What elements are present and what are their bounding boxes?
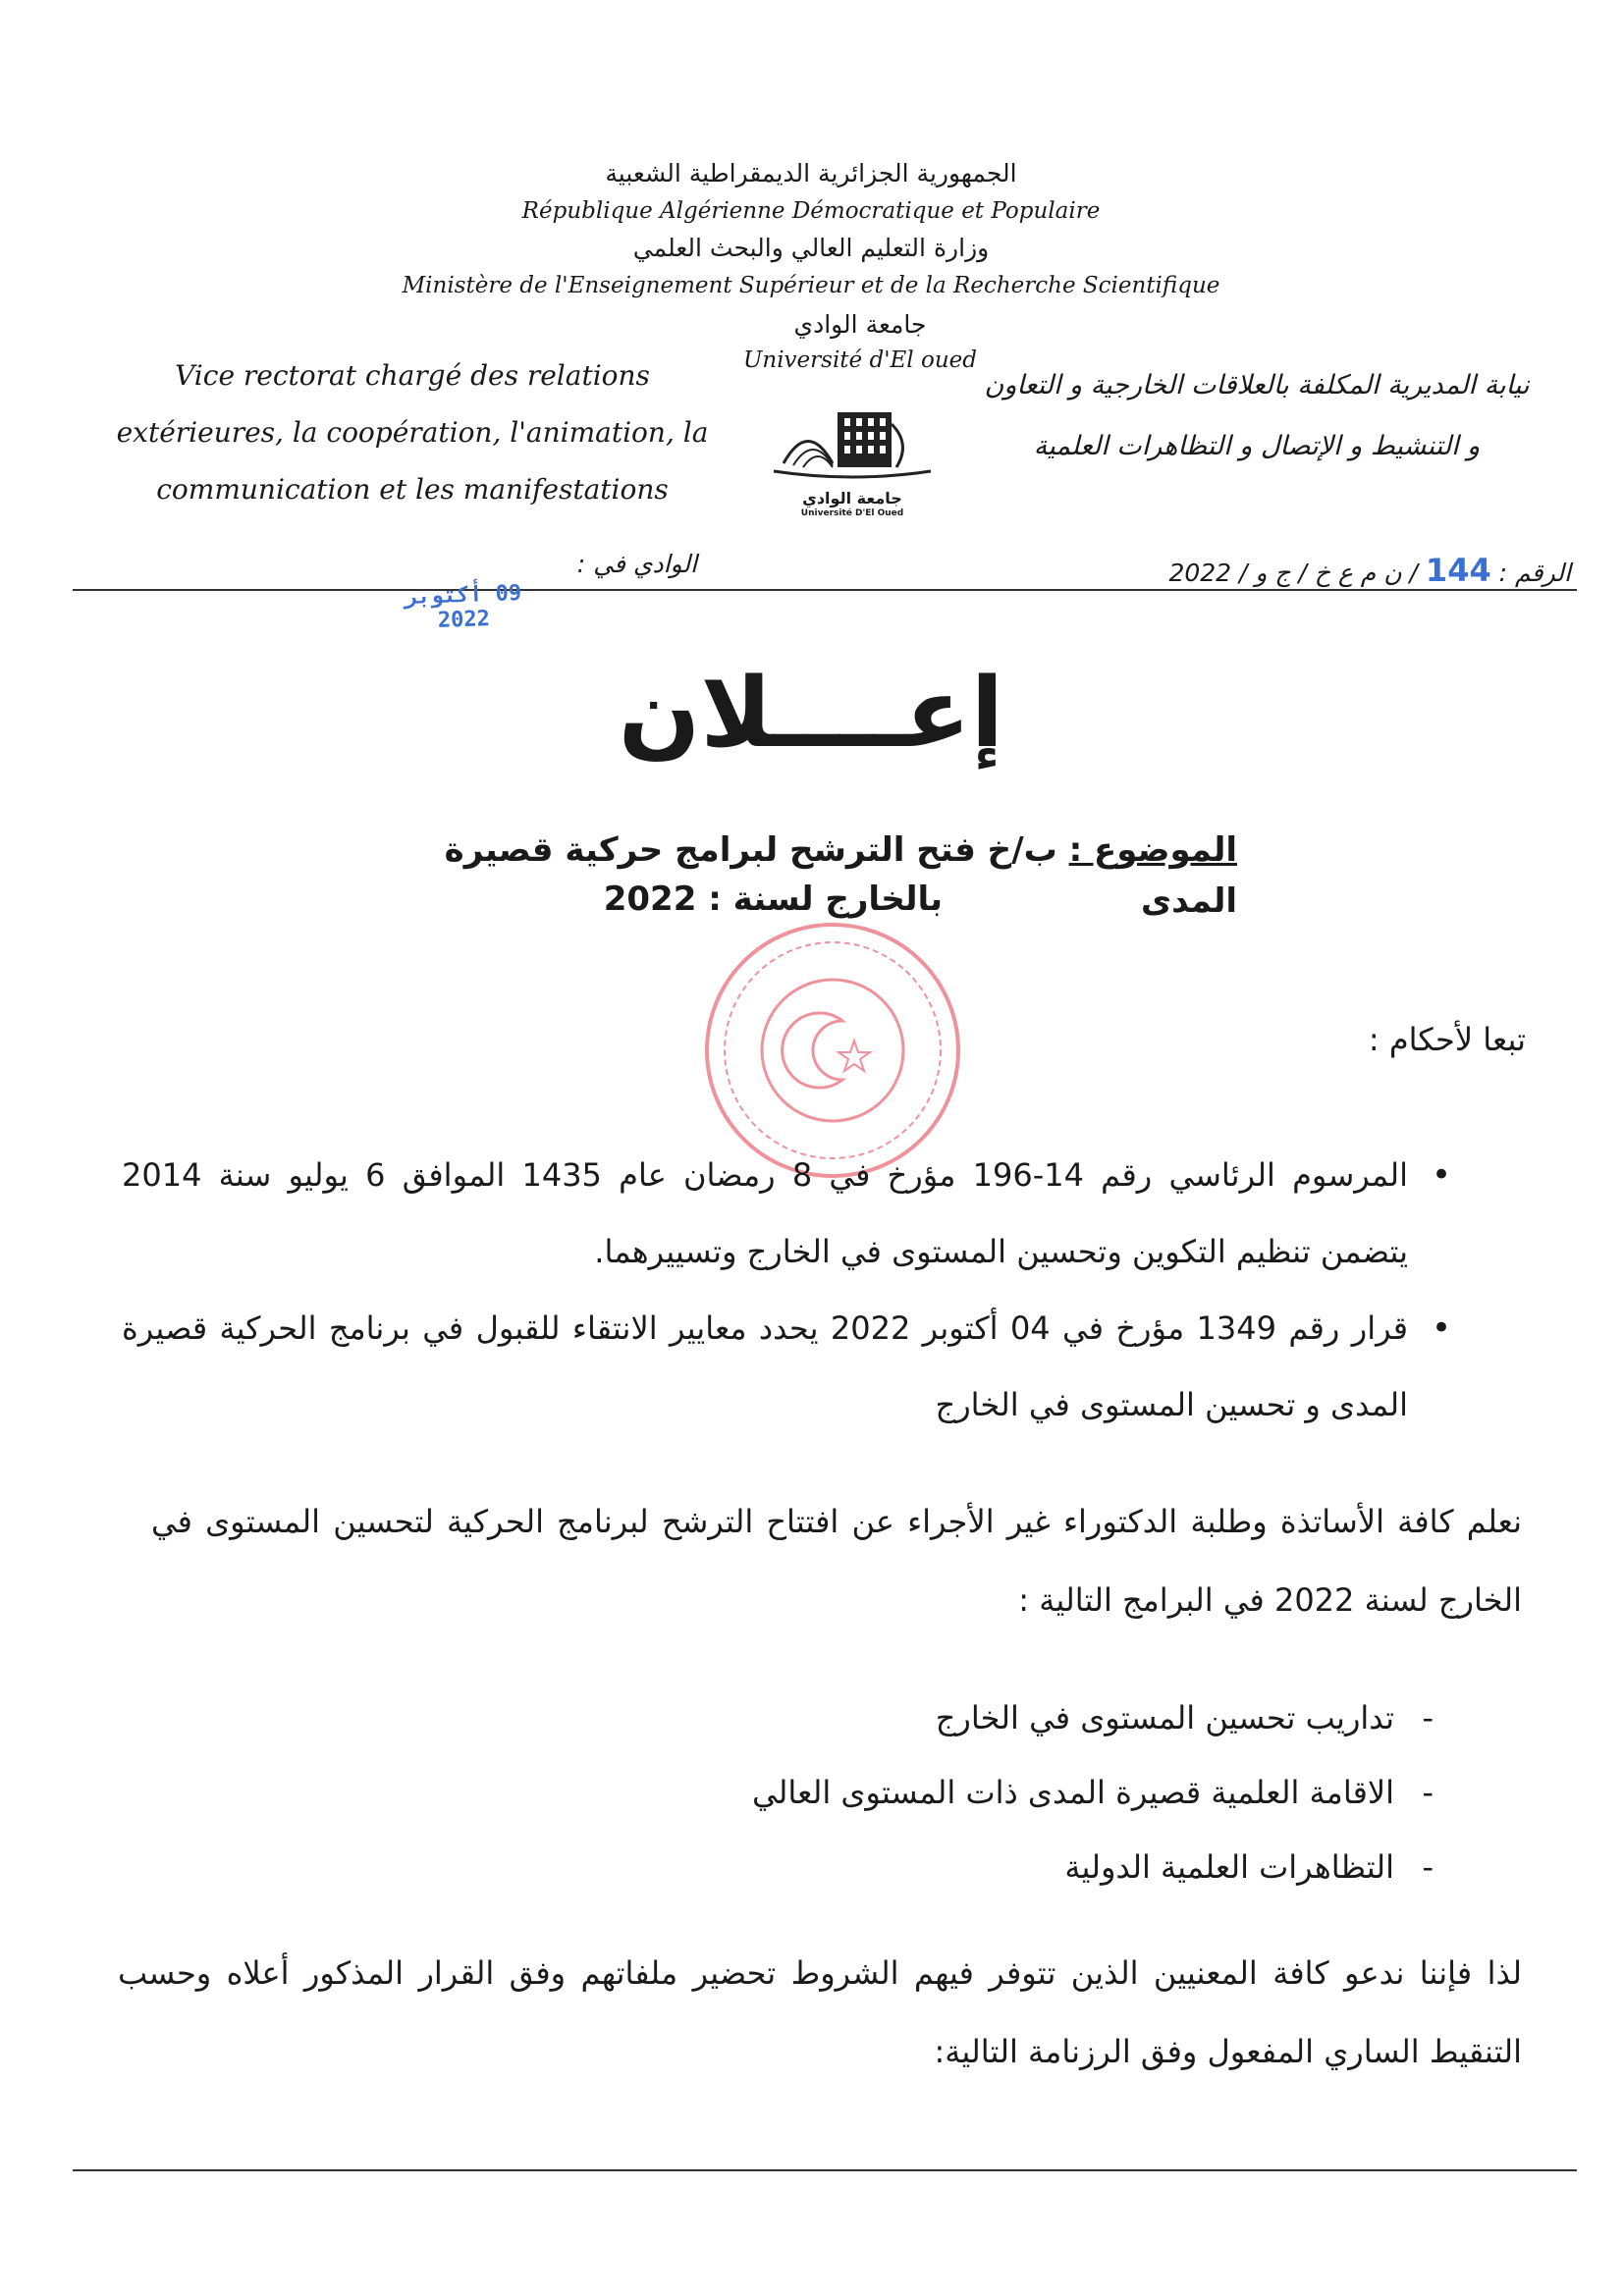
subject-label: الموضوع :	[1068, 830, 1237, 870]
subject-line-2: بالخارج لسنة : 2022	[603, 880, 943, 919]
date-stamp: 09 أكتوبر 2022	[404, 580, 522, 633]
university-logo	[764, 395, 941, 522]
announcement-paragraph: نعلم كافة الأساتذة وطلبة الدكتوراء غير الأجراء عن افتتاح الترشح لبرنامج الحركية لتحسين المستوى في الخارج لسنة 2022 في البرامج التالية :	[151, 1503, 1522, 1619]
list-item: - التظاهرات العلمية الدولية	[589, 1830, 1453, 1904]
header-divider	[73, 589, 1577, 591]
reference-number-label: الرقم :	[1498, 559, 1571, 587]
university-ar: جامعة الوادي	[793, 310, 927, 339]
directorate-block	[943, 355, 1571, 477]
ministry-ar: وزارة التعليم العالي والبحث العلمي	[632, 234, 990, 262]
programs-list	[589, 1681, 1453, 1904]
reference-number-rest: / ن م ع خ / ج و / 2022	[1168, 559, 1418, 587]
vice-rectorat-block	[98, 347, 727, 518]
subject-line-1: ب/خ فتح الترشح لبرامج حركية قصيرة المدى	[444, 830, 1237, 921]
republic-ar: الجمهورية الجزائرية الديمقراطية الشعبية	[605, 159, 1017, 187]
references-list	[122, 1137, 1457, 1443]
directorate-line-2: و التنشيط و الإتصال و التظاهرات العلمية	[1033, 431, 1481, 461]
vice-rectorat-line-3: communication et les manifestations	[156, 473, 669, 506]
intro-text: تبعا لأحكام :	[1368, 1021, 1526, 1058]
list-item: • قرار رقم 1349 مؤرخ في 04 أكتوبر 2022 يحدد معايير الانتقاء للقبول في برنامج الحركية قصيرة المدى و تحسين المستوى في الخارج	[122, 1290, 1457, 1443]
page-title: إعــــلان	[618, 658, 1004, 770]
vice-rectorat-line-2: extérieures, la coopération, l'animation, la	[116, 416, 709, 449]
place-date-label: الوادي في :	[576, 550, 697, 578]
republic-fr: République Algérienne Démocratique et Populaire	[521, 198, 1101, 224]
reference-number	[982, 552, 1571, 589]
ministry-fr: Ministère de l'Enseignement Supérieur et de la Recherche Scientifique	[402, 273, 1220, 298]
logo-label-fr: Université D'El Oued	[800, 508, 904, 518]
directorate-line-1: نيابة المديرية المكلفة بالعلاقات الخارجية و التعاون	[984, 370, 1530, 400]
vice-rectorat-line-1: Vice rectorat chargé des relations	[175, 359, 650, 392]
list-item: - تداريب تحسين المستوى في الخارج	[589, 1681, 1453, 1755]
call-paragraph: لذا فإننا ندعو كافة المعنيين الذين تتوفر فيهم الشروط تحضير ملفاتهم وفق القرار المذكور أعلاه وحسب التنقيط الساري المفعول وفق الرزنامة التالية:	[118, 1954, 1522, 2070]
list-item: • المرسوم الرئاسي رقم 14-196 مؤرخ في 8 رمضان عام 1435 الموافق 6 يوليو سنة 2014 يتضمن تنظيم التكوين وتحسين المستوى في الخارج وتسييرهما.	[122, 1137, 1457, 1290]
footer-divider	[73, 2169, 1577, 2171]
list-item: - الاقامة العلمية قصيرة المدى ذات المستوى العالي	[589, 1755, 1453, 1830]
logo-label-ar: جامعة الوادي	[802, 489, 902, 507]
university-fr: Université d'El oued	[743, 347, 977, 373]
reference-number-value: 144	[1425, 552, 1491, 589]
